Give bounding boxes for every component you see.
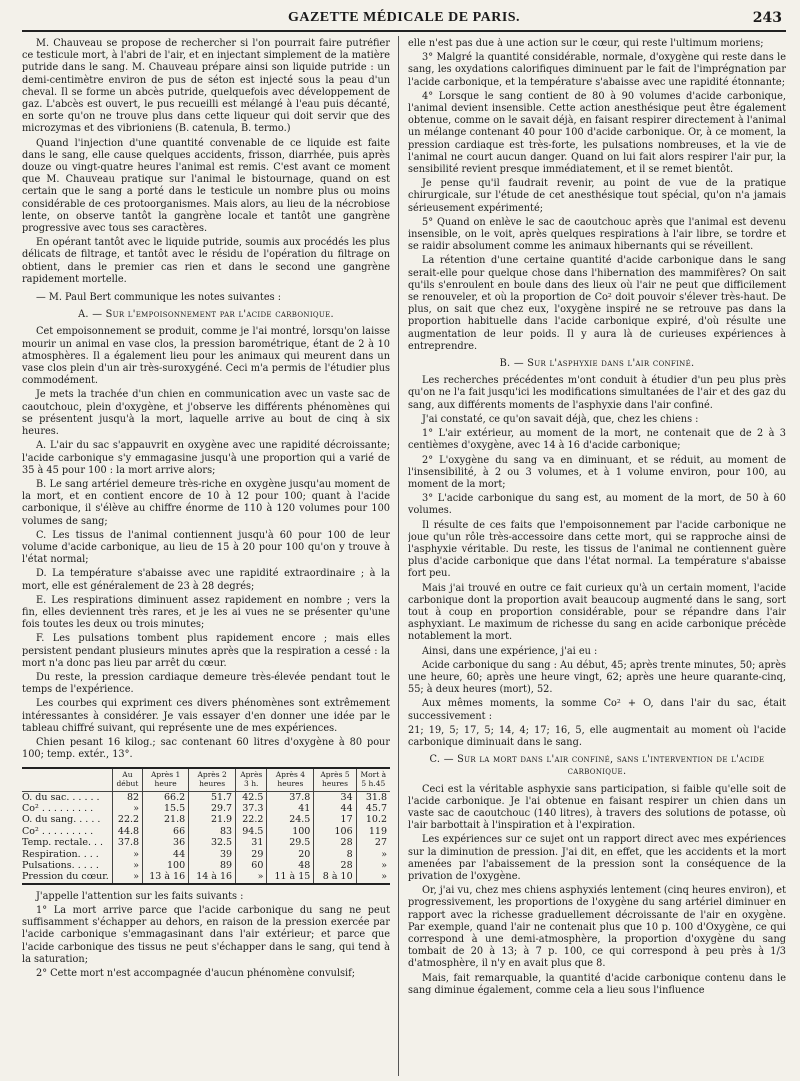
paragraph: M. Chauveau se propose de rechercher si l'on pourrait faire putréfier ce testicule mort, à l'abri de l'air, et en injectant simplement de la matière putride dans le sang. M. Chauveau prépare ainsi son liquide putride : un demi-centimètre environ de pus de séton est injecté sous la peau d'un cheval. Il se forme un abcès putride, quelquefois avec développement de gaz. L'abcès est ouvert, le pus recueilli est mélangé à l'eau puis décanté, en sorte qu'on ne trouve plus dans cette liqueur qui doit servir que des microzymas et des vibrioniens (B. catenula, B. termo.): [22, 38, 390, 135]
list-item: 5° Quand on enlève le sac de caoutchouc après que l'animal est devenu insensible, on le voit, après quelques respirations à l'air libre, se tordre et se raidir absolument comme les animaux hibernants qui se réveillent.: [408, 216, 786, 253]
list-item: B. Le sang artériel demeure très-riche en oxygène jusqu'au moment de la mort, et en contient encore de 10 à 12 pour 100; quant à l'acide carbonique, il s'élève au chiffre énorme de 110 à 120 volumes pour 100 volumes de sang;: [22, 478, 390, 527]
table-cell: 29.7: [189, 803, 236, 814]
paragraph: Mais j'ai trouvé en outre ce fait curieux qu'à un certain moment, l'acide carbonique dont la proportion avait beaucoup augmenté dans le sang, sort tout à coup en proportion considérable, pour se répandre dans l'air asphyxiant. Le maximum de richesse du sang en acide carbonique précède notablement la mort.: [408, 582, 786, 643]
paragraph: En opérant tantôt avec le liquide putride, soumis aux procédés les plus délicats de filtrage, et tantôt avec le résidu de l'opération du filtrage on obtient, dans le premier cas rien et dans le second une gangrène rapidement mortelle.: [22, 237, 390, 285]
paragraph: Cet empoisonnement se produit, comme je l'ai montré, lorsqu'on laisse mourir un animal en vase clos, la pression barométrique, étant de 2 à 10 atmosphères. Il a également lieu pour les animaux qui meurent dans un vase clos plein d'un air très-suroxygéné. Ceci m'a permis de l'étudier plus commodément.: [22, 326, 390, 387]
list-item: 1° L'air extérieur, au moment de la mort, ne contenait que de 2 à 3 centièmes d'oxygène, avec 14 à 16 d'acide carbonique;: [408, 428, 786, 452]
table-cell: 48: [267, 860, 314, 871]
table-row: [22, 814, 390, 825]
table-column-header: [22, 768, 112, 791]
paragraph: Les recherches précédentes m'ont conduit à étudier d'un peu plus près qu'on ne l'a fait jusqu'ici les modifications simultanées de l'air et des gaz du sang, aux différents moments de l'asphyxie dans l'air confiné.: [408, 375, 786, 411]
table-row-label: O. du sang. . . . .: [22, 814, 101, 826]
table-cell: »: [112, 871, 142, 883]
table-cell: 66.2: [143, 791, 189, 803]
table-row-label: Pression du cœur.: [22, 871, 109, 883]
table-row: [22, 837, 390, 848]
table-cell: 42.5: [236, 791, 267, 803]
table-cell: 8 à 10: [314, 871, 356, 883]
list-item: 2° Cette mort n'est accompagnée d'aucun phénomène convulsif;: [36, 968, 355, 980]
table-cell: 21.8: [143, 814, 189, 825]
table-cell: 29.5: [267, 837, 314, 848]
table-column-header: Après 1 heure: [143, 768, 189, 791]
table-cell: 20: [267, 849, 314, 860]
table-row: [22, 803, 390, 814]
list-item: 4° Lorsque le sang contient de 80 à 90 volumes d'acide carbonique, l'animal devient insensible. Cette action anesthésique peut être également obtenue, comme on le savait déjà, en faisant respirer directement à l'animal un mélange contenant 40 pour 100 d'acide carbonique. Or, à ce moment, la pression cardiaque est très-forte, les pulsations nombreuses, et la vie de l'animal ne court aucun danger. Quand on lui fait alors respirer l'air pur, la sensibilité revient presque immédiatement, et il se remet bientôt.: [408, 90, 786, 176]
table-cell: 10.2: [356, 814, 390, 825]
table-row-label: Respiration. . . .: [22, 848, 99, 860]
list-item: C. Les tissus de l'animal contiennent jusqu'à 60 pour 100 de leur volume d'acide carbonique, au lieu de 15 à 20 pour 100 qu'on y trouve à l'état normal;: [22, 529, 390, 566]
list-item: D. La température s'abaisse avec une rapidité extraordinaire ; à la mort, elle est généralement de 23 à 28 degrés;: [22, 568, 390, 592]
table-cell: 28: [314, 837, 356, 848]
paragraph: J'ai constaté, ce qu'on savait déjà, que, chez les chiens :: [422, 413, 699, 425]
table-column-header: Après 5 heures: [314, 768, 356, 791]
paragraph: Du reste, la pression cardiaque demeure très-élevée pendant tout le temps de l'expérience.: [22, 671, 390, 696]
table-column-header: Après 4 heures: [267, 768, 314, 791]
paragraph: Il résulte de ces faits que l'empoisonnement par l'acide carbonique ne joue qu'un rôle très-accessoire dans cette mort, qui se rapproche ainsi de l'asphyxie véritable. Du reste, les tissus de l'animal ne contiennent guère plus d'acide carbonique que dans l'état normal. La température s'abaisse fort peu.: [408, 519, 786, 580]
table-cell: 89: [189, 860, 236, 871]
table-row: [22, 871, 390, 883]
list-item: F. Les pulsations tombent plus rapidement encore ; mais elles persistent pendant plusieurs minutes après que la respiration a cessé : la mort n'a donc pas lieu par arrêt du cœur.: [22, 633, 390, 669]
table-cell: 60: [236, 860, 267, 871]
paragraph: J'appelle l'attention sur les faits suivants :: [36, 890, 244, 902]
page-number: 243: [752, 10, 782, 26]
journal-title: GAZETTE MÉDICALE DE PARIS.: [287, 10, 521, 25]
table-cell: 32.5: [189, 837, 236, 848]
paragraph: Aux mêmes moments, la somme Co² + O, dans l'air du sac, était successivement :: [408, 698, 786, 722]
table-column-header: Mort à 5 h.45: [356, 768, 390, 791]
table-cell: 44: [143, 849, 189, 860]
table-cell: 37.3: [236, 803, 267, 814]
table-cell: 39: [189, 849, 236, 860]
table-cell: 82: [112, 791, 142, 803]
table-cell: 36: [143, 837, 189, 848]
table-cell: 31.8: [356, 791, 390, 803]
table-cell: »: [112, 849, 142, 860]
table-cell: »: [236, 871, 267, 883]
paragraph: Acide carbonique du sang : Au début, 45; après trente minutes, 50; après une heure, 60; après une heure vingt, 62; après une heure quarante-cinq, 55; à deux heures (mort), 52.: [408, 659, 786, 696]
table-cell: 31: [236, 837, 267, 848]
table-cell: »: [356, 860, 390, 871]
table-cell: 22.2: [112, 814, 142, 825]
table-cell: 45.7: [356, 803, 390, 814]
table-row-label: Pulsations. . . . .: [22, 860, 99, 871]
table-header-row: [22, 768, 390, 791]
paragraph: Or, j'ai vu, chez mes chiens asphyxiés lentement (cinq heures environ), et progressivement, les proportions de l'oxygène du sang artériel diminuer en rapport avec la richesse graduellement décroissante de l'air en oxygène. Par exemple, quand l'air ne contenait plus que 10 p. 100 d'Oxygène, ce qui correspond à une demi-atmosphère, la proportion d'oxygène du sang tombait de 20 à 13; à 7 p. 100, ce qui correspond à peu près à 1/3 d'atmosphère, il n'y en avait plus que 8.: [408, 885, 786, 970]
list-item: 1° La mort arrive parce que l'acide carbonique du sang ne peut suffisamment s'échapper au dehors, en raison de la pression exercée par l'acide carbonique s'emmagasinant dans l'air extérieur; et parce que l'acide carbonique des tissus ne peut s'échapper dans le sang, qui tend à la saturation;: [22, 905, 390, 965]
table-cell: »: [356, 849, 390, 860]
paragraph: Les courbes qui expriment ces divers phénomènes sont extrêmement intéressantes à considérer. Je vais essayer d'en donner une idée par le tableau chiffré suivant, qui représente une de mes expériences.: [22, 698, 390, 734]
table-cell: 34: [314, 791, 356, 803]
table-cell: 83: [189, 826, 236, 837]
table-column-header: Après 3 h.: [236, 768, 267, 791]
table-row-label: Temp. rectale. . .: [22, 837, 104, 849]
left-column: [22, 38, 390, 1078]
table-row: [22, 860, 390, 871]
table-cell: 17: [314, 814, 356, 825]
paragraph: Chien pesant 16 kilog.; sac contenant 60 litres d'oxygène à 80 pour 100; temp. extér., 13°.: [22, 736, 390, 761]
table-cell: 37.8: [112, 837, 142, 848]
table-row-label: Co² . . . . . . . . .: [22, 802, 94, 814]
column-divider: [398, 36, 399, 1076]
table-row: [22, 826, 390, 837]
running-header: [22, 8, 786, 32]
table-cell: 29: [236, 849, 267, 860]
table-cell: 28: [314, 860, 356, 871]
table-cell: 24.5: [267, 814, 314, 825]
table-cell: 44.8: [112, 826, 142, 837]
paragraph: Mais, fait remarquable, la quantité d'acide carbonique contenu dans le sang diminue également, comme cela a lieu sous l'influence: [408, 972, 786, 996]
paragraph: Ceci est la véritable asphyxie sans participation, si faible qu'elle soit de l'acide carbonique. Je l'ai obtenue en faisant respirer un chien dans un vaste sac de caoutchouc (140 litres), à travers des solutions de potasse, où l'air barbottait à l'inspiration et à l'expiration.: [408, 783, 786, 832]
paragraph: Ainsi, dans une expérience, j'ai eu :: [422, 645, 598, 657]
table-cell: »: [112, 803, 142, 814]
table-cell: 41: [267, 803, 314, 814]
list-item: 3° Malgré la quantité considérable, normale, d'oxygène qui reste dans le sang, les oxydations calorifiques diminuent par le fait de l'imprégnation par l'acide carbonique, et la température s'abaisse avec une rapidité étonnante;: [408, 52, 786, 88]
table-cell: 119: [356, 826, 390, 837]
table-column-header: Après 2 heures: [189, 768, 236, 791]
table-row-label: Co² . . . . . . . . .: [22, 825, 94, 837]
table-cell: 100: [143, 860, 189, 871]
table-cell: 22.2: [236, 814, 267, 825]
table-row: [22, 791, 390, 803]
list-item: 2° L'oxygène du sang va en diminuant, et se réduit, au moment de l'insensibilité, à 2 ou 3 volumes, et à 1 volume environ, pour 100, au moment de la mort;: [408, 454, 786, 490]
table-cell: 13 à 16: [143, 871, 189, 883]
paragraph: Je pense qu'il faudrait revenir, au point de vue de la pratique chirurgicale, sur l'étude de cet anesthésique tout spécial, qu'on n'a jamais sérieusement expérimenté;: [408, 178, 786, 214]
table-row: [22, 849, 390, 860]
paragraph: 21; 19, 5; 17, 5; 14, 4; 17; 16, 5, elle augmentait au moment où l'acide carbonique diminuait dans le sang.: [408, 724, 786, 748]
table-cell: 37.8: [267, 791, 314, 803]
table-row-label: O. du sac. . . . . .: [22, 791, 100, 803]
section-heading-a: A. — Sur l'empoisonnement par l'acide carbonique.: [78, 309, 334, 321]
section-heading-c: C. — Sur la mort dans l'air confiné, sans l'intervention de l'acide carbonique.: [429, 754, 765, 778]
table-cell: »: [112, 860, 142, 871]
paragraph: La rétention d'une certaine quantité d'acide carbonique dans le sang serait-elle pour quelque chose dans l'hibernation des mammifères? On sait qu'ils s'enroulent en boule dans des lieux où l'air ne peut que difficilement se renouveler, et où la proportion de Co² doit pouvoir s'élever très-haut. De plus, on sait que chez eux, l'oxygène inspiré ne se retrouve pas dans la proportion habituelle dans l'acide carbonique expiré, d'où résulte une augmentation de leur poids. Il y aura là de curieuses expériences à entreprendre.: [408, 255, 786, 352]
experiment-table: [22, 767, 390, 884]
paragraph: Les expériences sur ce sujet ont un rapport direct avec mes expériences sur la diminution de pression. J'ai dit, en effet, que les accidents et la mort amenées par l'abaissement de la pression sont la conséquence de la privation de l'oxygène.: [408, 834, 786, 882]
table-cell: »: [356, 871, 390, 883]
paragraph: Quand l'injection d'une quantité convenable de ce liquide est faite dans le sang, elle cause quelques accidents, frisson, diarrhée, puis après douze ou vingt-quatre heures l'animal est remis. C'est avant ce moment que M. Chauveau pratique sur l'animal le bistournage, quand on est certain que le sang a porté dans le testicule un nombre plus ou moins considérable de ces protoorganismes. Mais alors, au lieu de la nécrobiose lente, on observe tantôt la gangrène locale et tantôt une gangrène progressive avec tous ses caractères.: [22, 137, 390, 235]
table-cell: 27: [356, 837, 390, 848]
right-column: [408, 38, 786, 1078]
table-cell: 106: [314, 826, 356, 837]
table-cell: 15.5: [143, 803, 189, 814]
table-cell: 21.9: [189, 814, 236, 825]
section-heading-b: B. — Sur l'asphyxie dans l'air confiné.: [499, 358, 695, 370]
table-cell: 14 à 16: [189, 871, 236, 883]
list-item: E. Les respirations diminuent assez rapidement en nombre ; vers la fin, elles deviennent très rares, et je les ai vues ne se présenter qu'une fois toutes les deux ou trois minutes;: [22, 594, 390, 631]
table-cell: 8: [314, 849, 356, 860]
table-cell: 51.7: [189, 791, 236, 803]
paragraph: — M. Paul Bert communique les notes suivantes :: [36, 292, 281, 304]
list-item: 3° L'acide carbonique du sang est, au moment de la mort, de 50 à 60 volumes.: [408, 493, 786, 517]
table-cell: 11 à 15: [267, 871, 314, 883]
table-cell: 66: [143, 826, 189, 837]
list-item: A. L'air du sac s'appauvrit en oxygène avec une rapidité décroissante; l'acide carbonique s'y emmagasine jusqu'à une proportion qui a varié de 35 à 45 pour 100 : la mort arrive alors;: [22, 440, 390, 476]
table-cell: 100: [267, 826, 314, 837]
paragraph: Je mets la trachée d'un chien en communication avec un vaste sac de caoutchouc, plein d'oxygène, et j'observe les différents phénomènes qui se présentent jusqu'à la mort, laquelle arrive au bout de cinq à six heures.: [22, 389, 390, 438]
table-cell: 44: [314, 803, 356, 814]
table-cell: 94.5: [236, 826, 267, 837]
paragraph: elle n'est pas due à une action sur le cœur, qui reste l'ultimum moriens;: [408, 38, 764, 49]
table-column-header: Au début: [112, 768, 142, 791]
